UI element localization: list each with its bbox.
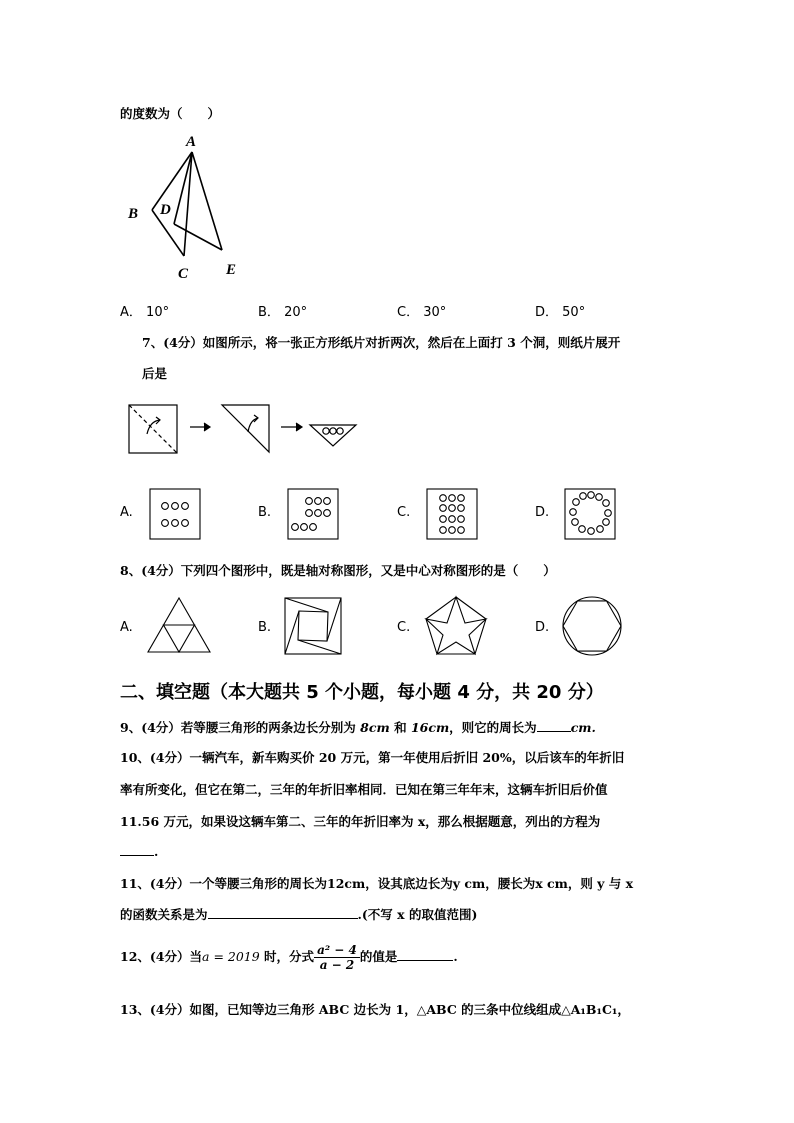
q7-option-a-label: A. — [120, 505, 133, 520]
q9-answer-blank[interactable] — [537, 719, 571, 732]
q8-stem: 8、(4分）下列四个图形中，既是轴对称图形，又是中心对称图形的是（ ） — [120, 563, 556, 578]
q7-option-b-label: B. — [258, 505, 272, 520]
q7-option-c-label: C. — [397, 505, 411, 520]
q10-stem-line3: 11.56 万元，如果设这辆车第二、三年的年折旧率为 x，那么根据题意，列出的方程为 — [120, 814, 601, 829]
q10-answer-blank[interactable] — [120, 843, 154, 856]
point-label-b: B — [128, 206, 139, 222]
q7-option-c-figure — [426, 488, 478, 540]
point-label-d: D — [160, 202, 171, 218]
q6-stem-tail: 的度数为（ ） — [120, 106, 221, 121]
q6-option-c: C． 30° — [397, 305, 447, 320]
point-label-e: E — [226, 262, 237, 278]
section-2-title: 二、填空题（本大题共 5 个小题，每小题 4 分，共 20 分） — [120, 682, 604, 703]
q7-option-d-label: D. — [535, 505, 550, 520]
q12-answer-blank[interactable] — [397, 948, 453, 961]
q11-stem-line2: 的函数关系是为 .(不写 x 的取值范围) — [120, 907, 478, 922]
q6-option-d: D． 50° — [535, 305, 586, 320]
point-label-a: A — [186, 134, 197, 150]
q7-option-d-figure — [564, 488, 616, 540]
q10-stem-line2: 率有所变化，但它在第二，三年的年折旧率相同．已知在第三年年末，这辆车折旧后价值 — [120, 782, 608, 797]
point-label-c: C — [178, 266, 189, 282]
q8-option-b-figure — [284, 597, 344, 657]
q6-figure — [120, 128, 260, 282]
q10-answer-line: . — [120, 843, 158, 859]
q7-stem-line1: 7、(4分）如图所示，将一张正方形纸片对折两次，然后在上面打 3 个洞，则纸片展开 — [142, 335, 621, 350]
q8-option-a-label: A. — [120, 620, 133, 635]
q8-option-b-label: B. — [258, 620, 272, 635]
q8-option-a-figure — [146, 596, 212, 656]
q12-fraction: $\frac{\text{a² − 4}}{a - 2}$ — [314, 943, 360, 972]
q6-option-a: A． 10° — [120, 305, 170, 320]
q7-stem-line2: 后是 — [142, 366, 168, 381]
q8-option-c-figure — [423, 595, 489, 657]
q11-answer-blank[interactable] — [208, 906, 358, 919]
q13-stem-line1: 13、(4分）如图，已知等边三角形 ABC 边长为 1，△ABC 的三条中位线组成△A₁B₁C₁， — [120, 1002, 630, 1017]
q11-stem-line1: 11、(4分）一个等腰三角形的周长为12cm，设其底边长为y cm，腰长为x cm，则 y 与 x — [120, 876, 634, 891]
q7-option-b-figure — [287, 488, 339, 540]
q7-option-a-figure — [149, 488, 201, 540]
q12-stem: 12、(4分）当a = 2019 时，分式 $\frac{\text{a² − 4}}{a - 2}$ 的值是 . — [120, 943, 458, 972]
q8-option-d-figure — [562, 596, 624, 658]
q8-option-c-label: C. — [397, 620, 411, 635]
q9-stem: 9、(4分）若等腰三角形的两条边长分别为 8cm 和 16cm，则它的周长为 cm. — [120, 720, 596, 735]
q8-option-d-label: D. — [535, 620, 550, 635]
q7-fold-diagram — [128, 404, 368, 454]
q6-option-b: B． 20° — [258, 305, 308, 320]
q10-stem-line1: 10、(4分）一辆汽车，新车购买价 20 万元，第一年使用后折旧 20%，以后该车的年折旧 — [120, 750, 625, 765]
